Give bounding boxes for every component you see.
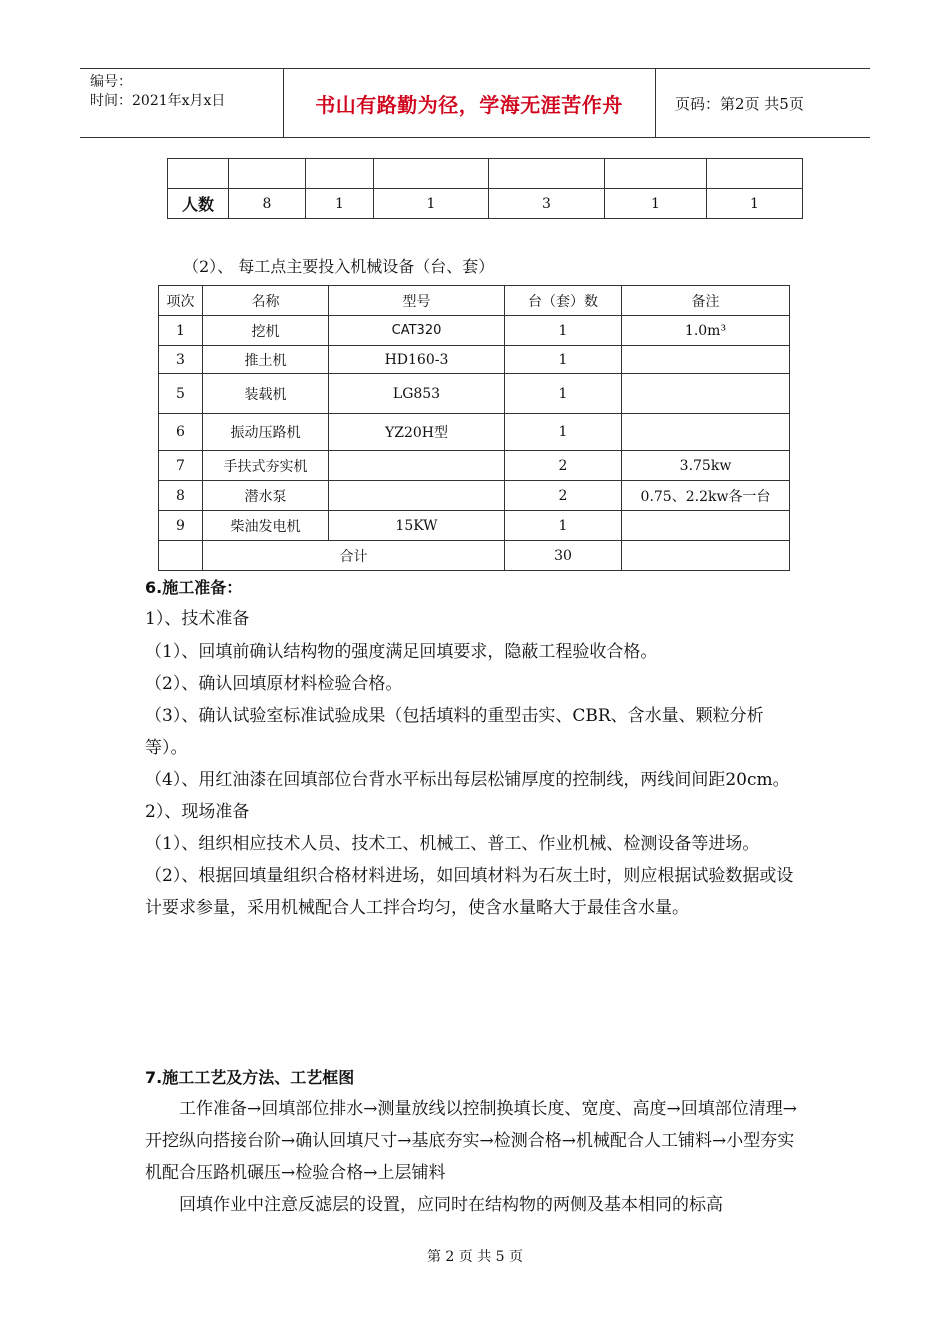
divider (655, 69, 656, 137)
paragraph: （2）、确认回填原材料检验合格。 (145, 674, 403, 694)
equipment-table (158, 285, 790, 571)
column-header: 项次 (159, 286, 203, 316)
table-row (159, 481, 790, 511)
table-cell: 1 (306, 189, 374, 219)
table-cell (622, 511, 790, 541)
table-cell: 1 (605, 189, 707, 219)
paragraph: （2）、根据回填量组织合格材料进场，如回填材料为石灰土时，则应根据试验数据或设计要求参量，采用机械配合人工拌合均匀，使含水量略大于最佳含水量。 (145, 866, 794, 918)
column-header: 备注 (622, 286, 790, 316)
table-cell: 潜水泵 (203, 481, 329, 511)
table-cell: 1 (505, 346, 622, 374)
table-cell: 3 (159, 346, 203, 374)
table-cell: 15KW (329, 511, 505, 541)
table-cell: HD160-3 (329, 346, 505, 374)
table-row (159, 316, 790, 346)
total-value: 30 (505, 541, 622, 571)
table-total-row (159, 541, 790, 571)
table-cell: 振动压路机 (203, 414, 329, 451)
table-cell: 1 (505, 511, 622, 541)
row-label: 人数 (168, 189, 229, 219)
table-cell: 2 (505, 451, 622, 481)
section-6 (145, 574, 805, 924)
table-cell: YZ20H型 (329, 414, 505, 451)
table-cell: 柴油发电机 (203, 511, 329, 541)
table-cell: 1 (505, 374, 622, 414)
page-footer: 第 2 页 共 5 页 (426, 1249, 524, 1265)
table-cell: 手扶式夯实机 (203, 451, 329, 481)
table-cell (329, 451, 505, 481)
paragraph: （4）、用红油漆在回填部位台背水平标出每层松铺厚度的控制线，两线间间距20cm。 (145, 770, 790, 790)
table-row (159, 414, 790, 451)
table-cell: 1 (374, 189, 489, 219)
table-cell: CAT320 (329, 316, 505, 346)
table-cell: 7 (159, 451, 203, 481)
subheading: 2）、现场准备 (145, 802, 250, 822)
table-cell: 装载机 (203, 374, 329, 414)
table-cell: 3 (489, 189, 605, 219)
table-row (159, 346, 790, 374)
table-cell: 1 (505, 414, 622, 451)
table-cell (329, 481, 505, 511)
equipment-caption: （2）、 每工点主要投入机械设备（台、套） (183, 257, 495, 276)
table-row (168, 189, 803, 219)
doc-number: 编号： (90, 74, 132, 90)
table-cell: 5 (159, 374, 203, 414)
column-header: 台（套）数 (505, 286, 622, 316)
doc-date: 时间：2021年x月x日 (90, 93, 226, 109)
table-cell: LG853 (329, 374, 505, 414)
table-row (159, 374, 790, 414)
table-cell: 1 (707, 189, 803, 219)
table-cell: 挖机 (203, 316, 329, 346)
column-header: 名称 (203, 286, 329, 316)
header-meta (80, 69, 283, 137)
table-cell: 8 (159, 481, 203, 511)
section-title: 7.施工工艺及方法、工艺框图 (145, 1068, 355, 1087)
table-header-row (159, 286, 790, 316)
table-row (159, 511, 790, 541)
table-row (159, 451, 790, 481)
table-row (168, 159, 803, 189)
table-cell: 1 (505, 316, 622, 346)
subheading: 1）、技术准备 (145, 609, 250, 629)
table-cell: 2 (505, 481, 622, 511)
table-cell: 8 (229, 189, 306, 219)
header-motto: 书山有路勤为径，学海无涯苦作舟 (315, 92, 623, 117)
staff-table (167, 158, 803, 219)
page-counter: 页码：第2页 共5页 (675, 94, 804, 113)
table-cell: 6 (159, 414, 203, 451)
table-cell: 推土机 (203, 346, 329, 374)
table-cell: 0.75、2.2kw各一台 (622, 481, 790, 511)
column-header: 型号 (329, 286, 505, 316)
page-header (80, 68, 870, 138)
section-title: 6.施工准备： (145, 578, 243, 597)
table-cell (622, 414, 790, 451)
table-cell (622, 374, 790, 414)
section-7 (145, 1063, 805, 1221)
paragraph: （1）、回填前确认结构物的强度满足回填要求，隐蔽工程验收合格。 (145, 642, 658, 662)
paragraph: （3）、确认试验室标准试验成果（包括填料的重型击实、CBR、含水量、颗粒分析等）。 (145, 706, 764, 758)
table-cell: 1.0m³ (622, 316, 790, 346)
paragraph: （1）、组织相应技术人员、技术工、机械工、普工、作业机械、检测设备等进场。 (145, 834, 760, 854)
paragraph: 回填作业中注意反滤层的设置，应同时在结构物的两侧及基本相同的标高 (179, 1195, 723, 1215)
table-cell: 3.75kw (622, 451, 790, 481)
header-page (665, 69, 870, 137)
paragraph: 工作准备→回填部位排水→测量放线以控制换填长度、宽度、高度→回填部位清理→开挖纵向搭接台阶→确认回填尺寸→基底夯实→检测合格→机械配合人工铺料→小型夯实机配合压路机碾压→检验合格→上层铺料 (145, 1099, 797, 1183)
table-cell: 1 (159, 316, 203, 346)
table-cell: 9 (159, 511, 203, 541)
table-cell (622, 346, 790, 374)
total-label: 合计 (203, 541, 505, 571)
